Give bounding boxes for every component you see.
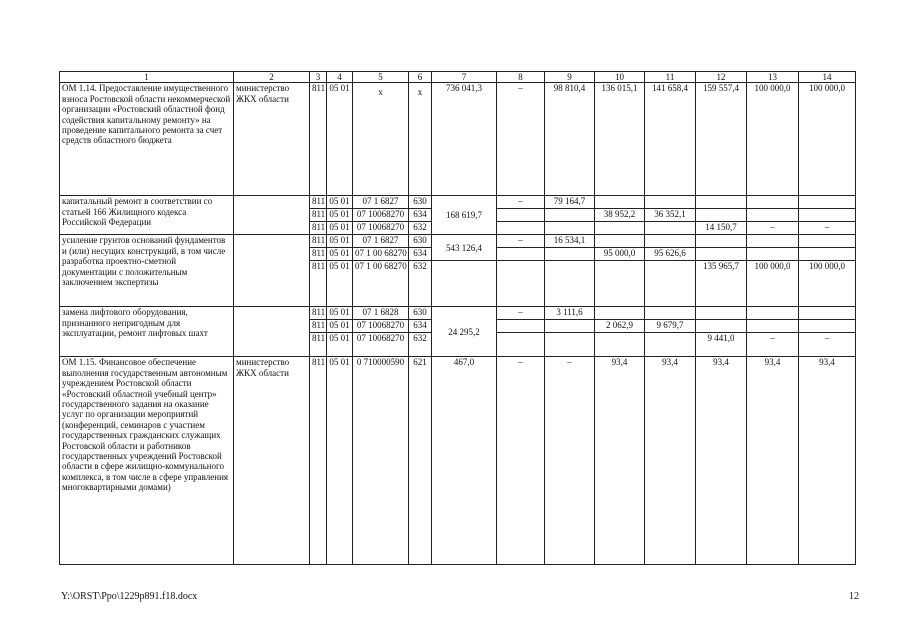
table-cell: 05 01 (327, 209, 353, 222)
table-cell: 93,4 (747, 357, 799, 565)
column-number: 12 (696, 72, 747, 83)
table-cell: – (497, 357, 545, 565)
table-cell: 95 626,6 (645, 248, 696, 261)
table-cell: х (353, 83, 409, 196)
table-cell: 736 041,3 (432, 83, 497, 196)
table-cell: 811 (310, 222, 327, 235)
table-cell (595, 196, 645, 209)
table-cell: 07 10068270 (353, 209, 409, 222)
table-cell: 811 (310, 235, 327, 248)
table-cell (595, 222, 645, 235)
table-cell: 05 01 (327, 222, 353, 235)
table-cell (747, 320, 799, 333)
table-cell (497, 261, 545, 307)
table-cell (747, 196, 799, 209)
table-cell: 05 01 (327, 333, 353, 357)
table-cell: 100 000,0 (747, 83, 799, 196)
table-cell: 630 (409, 235, 432, 248)
page-number: 12 (849, 591, 859, 602)
table-cell: 93,4 (645, 357, 696, 565)
table-cell: 14 150,7 (696, 222, 747, 235)
subitem-name: капитальный ремонт в соответствии со статьей 166 Жилищного кодекса Российской Федерации (60, 196, 234, 235)
column-number: 13 (747, 72, 799, 83)
subitem-total: 168 619,7 (432, 196, 497, 235)
column-number: 1 (60, 72, 234, 83)
table-cell: 05 01 (327, 307, 353, 320)
table-cell (545, 320, 595, 333)
table-cell: 05 01 (327, 261, 353, 307)
table-cell (747, 307, 799, 320)
table-cell: 100 000,0 (747, 261, 799, 307)
table-cell (497, 320, 545, 333)
table-cell: 05 01 (327, 83, 353, 196)
table-cell: 811 (310, 307, 327, 320)
table-cell (645, 196, 696, 209)
table-cell (545, 248, 595, 261)
table-cell: 05 01 (327, 320, 353, 333)
table-cell (595, 333, 645, 357)
table-cell (696, 196, 747, 209)
table-cell: 05 01 (327, 196, 353, 209)
table-cell: 07 1 6827 (353, 196, 409, 209)
table-cell: 811 (310, 196, 327, 209)
table-cell: 2 062,9 (595, 320, 645, 333)
table-cell (497, 222, 545, 235)
table-row-om-1-14 (60, 83, 856, 196)
column-number: 10 (595, 72, 645, 83)
table-cell: 467,0 (432, 357, 497, 565)
table-cell (645, 235, 696, 248)
table-cell: 93,4 (696, 357, 747, 565)
table-cell: 0 710000590 (353, 357, 409, 565)
table-cell: 135 965,7 (696, 261, 747, 307)
table-cell: 159 557,4 (696, 83, 747, 196)
table-cell: 632 (409, 222, 432, 235)
table-cell (545, 333, 595, 357)
table-cell: 9 679,7 (645, 320, 696, 333)
table-cell (799, 320, 856, 333)
table-cell: – (799, 222, 856, 235)
table-cell: 05 01 (327, 235, 353, 248)
table-cell: 632 (409, 261, 432, 307)
table-cell: 811 (310, 320, 327, 333)
table-cell: 100 000,0 (799, 261, 856, 307)
table-cell: 100 000,0 (799, 83, 856, 196)
table-row (60, 307, 856, 320)
table-cell: – (799, 333, 856, 357)
table-cell (545, 261, 595, 307)
subitem-total: 543 126,4 (432, 235, 497, 261)
subitem-name: замена лифтового оборудования, признанного непригодным для эксплуатации, ремонт лифтовых шахт (60, 307, 234, 357)
table-cell (696, 307, 747, 320)
executor-cell (234, 307, 310, 357)
table-cell: – (497, 307, 545, 320)
table-cell: 9 441,0 (696, 333, 747, 357)
table-cell: 16 534,1 (545, 235, 595, 248)
table-cell: 3 111,6 (545, 307, 595, 320)
table-cell (432, 261, 497, 307)
table-cell (747, 209, 799, 222)
table-cell (497, 248, 545, 261)
column-number: 3 (310, 72, 327, 83)
executor-cell (234, 235, 310, 307)
measure-name: ОМ 1.14. Предоставление имущественного взноса Ростовской области некоммерческой организации «Ростовский областной фонд содействия капитальному ремонту» на проведение капитального ремонта за счет средств областного бюджета (60, 83, 234, 196)
table-cell (645, 261, 696, 307)
table-cell (595, 307, 645, 320)
table-cell: 811 (310, 333, 327, 357)
table-cell (497, 333, 545, 357)
table-cell: 811 (310, 248, 327, 261)
table-cell (696, 235, 747, 248)
table-cell: 811 (310, 261, 327, 307)
table-cell: 630 (409, 196, 432, 209)
column-number: 6 (409, 72, 432, 83)
column-number: 9 (545, 72, 595, 83)
column-number: 11 (645, 72, 696, 83)
table-cell (497, 209, 545, 222)
table-cell (696, 209, 747, 222)
document-file-path: Y:\ORST\Ppo\1229p891.f18.docx (61, 591, 198, 602)
column-number-row (60, 72, 856, 83)
table-cell: 05 01 (327, 248, 353, 261)
column-number: 14 (799, 72, 856, 83)
table-cell: 79 164,7 (545, 196, 595, 209)
table-cell: 630 (409, 307, 432, 320)
table-cell: 621 (409, 357, 432, 565)
executor-cell: министерство ЖКХ области (234, 357, 310, 565)
column-number: 4 (327, 72, 353, 83)
table-cell: 93,4 (799, 357, 856, 565)
table-cell: 98 810,4 (545, 83, 595, 196)
table-cell: 811 (310, 357, 327, 565)
table-row (60, 196, 856, 209)
table-cell: 634 (409, 320, 432, 333)
table-cell (545, 222, 595, 235)
table-cell: 634 (409, 209, 432, 222)
table-row-om-1-15 (60, 357, 856, 565)
table-cell (799, 209, 856, 222)
table-cell: 07 1 00 68270 (353, 248, 409, 261)
table-cell (747, 235, 799, 248)
table-cell: – (497, 83, 545, 196)
table-cell (799, 196, 856, 209)
table-cell (696, 248, 747, 261)
table-cell (595, 235, 645, 248)
table-cell: 136 015,1 (595, 83, 645, 196)
table-cell: 95 000,0 (595, 248, 645, 261)
column-number: 8 (497, 72, 545, 83)
table-cell: 36 352,1 (645, 209, 696, 222)
table-cell: 634 (409, 248, 432, 261)
measure-name: ОМ 1.15. Финансовое обеспечение выполнения государственным автономным учреждением Ростовской области «Ростовский областной учебный центр» государственного задания на оказание услуг по организации мероприятий (конференций, семинаров с участием государственных гражданских служащих Ростовской области и работников государственных учреждений Ростовской области в сфере жилищно-коммунального комплекса, в том числе в сфере управления многоквартирными домами) (60, 357, 234, 565)
table-cell: 38 952,2 (595, 209, 645, 222)
column-number: 5 (353, 72, 409, 83)
table-cell: 811 (310, 83, 327, 196)
column-number: 7 (432, 72, 497, 83)
table-cell (799, 307, 856, 320)
subitem-total: 24 295,2 (432, 307, 497, 357)
table-cell (696, 320, 747, 333)
table-cell (799, 235, 856, 248)
table-cell: 93,4 (595, 357, 645, 565)
table-cell (747, 248, 799, 261)
table-cell: 632 (409, 333, 432, 357)
table-cell (645, 307, 696, 320)
table-cell: 07 10068270 (353, 333, 409, 357)
table-cell: 811 (310, 209, 327, 222)
budget-table (59, 71, 856, 565)
table-cell: 07 1 6827 (353, 235, 409, 248)
table-cell: 07 1 6828 (353, 307, 409, 320)
table-cell (595, 261, 645, 307)
table-cell: 141 658,4 (645, 83, 696, 196)
table-cell: 07 1 00 68270 (353, 261, 409, 307)
table-row (60, 235, 856, 248)
table-cell: 07 10068270 (353, 320, 409, 333)
table-cell: – (747, 333, 799, 357)
column-number: 2 (234, 72, 310, 83)
table-cell (545, 209, 595, 222)
table-cell: – (747, 222, 799, 235)
table-cell (645, 333, 696, 357)
executor-cell: министерство ЖКХ области (234, 83, 310, 196)
table-cell: – (497, 235, 545, 248)
table-cell: 07 10068270 (353, 222, 409, 235)
table-cell (799, 248, 856, 261)
table-cell: х (409, 83, 432, 196)
table-cell: – (497, 196, 545, 209)
table-cell (645, 222, 696, 235)
subitem-name: усиление грунтов оснований фундаментов и (или) несущих конструкций, в том числе разработка проектно-сметной документации с положительным заключением экспертизы (60, 235, 234, 307)
executor-cell (234, 196, 310, 235)
table-cell: 05 01 (327, 357, 353, 565)
table-cell: – (545, 357, 595, 565)
